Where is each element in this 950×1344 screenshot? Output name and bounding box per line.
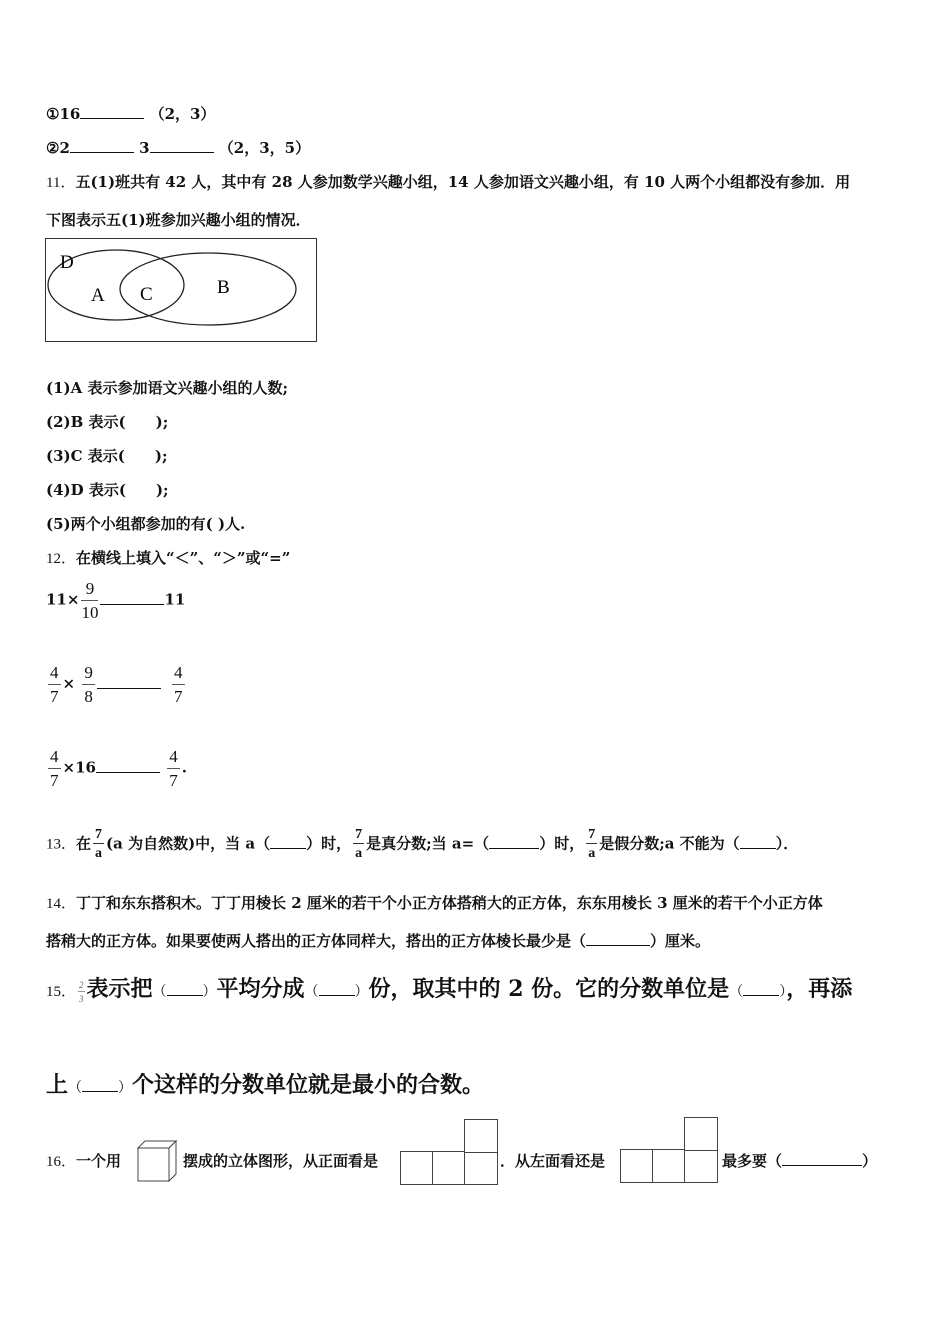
blank <box>586 944 650 946</box>
question-16-line: 16．一个用 <box>46 1152 122 1170</box>
venn-svg <box>46 239 316 341</box>
fraction: $\frac{9}{8}$ <box>84 663 93 706</box>
grid-cell <box>464 1151 498 1185</box>
venn-label-c: C <box>140 284 153 305</box>
question-text: 五(1)班共有 42 人，其中有 28 人参加数学兴趣小组，14 人参加语文兴趣小组，有 10 人两个小组都没有参加．用 <box>75 173 851 191</box>
question-14-line-1 <box>46 892 823 913</box>
q12-row-1: 11× $\frac{9}{10}$ 11 <box>46 579 186 622</box>
question-13-line: 13．在 $\frac{7}{a}$ (a 为自然数)中，当 a（ ）时， $\frac{7}{a}$ 是真分数;当 a=（ ）时， $\frac{7}{a}$ 是假分数;a 不能为（ ）． <box>46 827 799 861</box>
fraction: $\frac{7}{a}$ <box>588 827 596 861</box>
q16-text-2: 摆成的立体图形，从正面看是 <box>183 1152 379 1170</box>
blank <box>319 994 355 996</box>
blank <box>100 603 164 605</box>
question-15-line-2: 上（ ）个这样的分数单位就是最小的合数。 <box>46 1072 485 1098</box>
blank <box>96 771 160 773</box>
blank <box>150 151 214 153</box>
venn-label-a: A <box>91 285 105 306</box>
answer-2-prefix: ②2 <box>46 139 70 157</box>
fraction: $\frac{4}{7}$ <box>174 663 183 706</box>
question-text: 在横线上填入“＜”、“＞”或“=” <box>76 549 291 567</box>
question-number: 12． <box>46 551 77 567</box>
question-number: 11． <box>46 175 76 191</box>
grid-cell <box>620 1149 654 1183</box>
blank <box>743 994 779 996</box>
venn-diagram <box>45 238 317 342</box>
fraction: $\frac{4}{7}$ <box>50 747 59 790</box>
cube-icon <box>135 1138 179 1184</box>
answer-2-mid: 3 <box>139 139 150 157</box>
q11-item-5: (5)两个小组都参加的有( )人. <box>46 515 246 533</box>
fraction: $\frac{4}{7}$ <box>50 663 59 706</box>
blank <box>82 1090 118 1092</box>
answer-1-options: （2，3） <box>149 105 216 123</box>
q12-row-2: $\frac{4}{7}$ × $\frac{9}{8}$ $\frac{4}{7}$ <box>50 663 183 706</box>
answer-line-2 <box>46 137 310 158</box>
blank <box>270 847 306 849</box>
venn-label-d: D <box>60 252 74 273</box>
blank <box>489 847 539 849</box>
blank <box>167 994 203 996</box>
fraction: $\frac{7}{a}$ <box>355 827 363 861</box>
question-text: 丁丁和东东搭积木。丁丁用棱长 2 厘米的若干个小正方体搭稍大的正方体，东东用棱长 3 厘米的若干个小正方体 <box>76 894 823 912</box>
answer-2-options: （2，3，5） <box>218 139 311 157</box>
grid-cell <box>432 1151 466 1185</box>
question-15-line-1: 15． $\frac{2}{3}$ 表示把（ ）平均分成（ ）份，取其中的 2 份。它的分数单位是（ ），再添 <box>46 976 853 1004</box>
question-number: 15． <box>46 984 77 1000</box>
question-text: 下图表示五(1)班参加兴趣小组的情况． <box>46 211 311 229</box>
q16-text-3: ．从左面看还是 <box>500 1152 606 1170</box>
blank <box>70 151 134 153</box>
question-number: 14． <box>46 896 77 912</box>
question-12-line <box>46 547 290 568</box>
answer-1-prefix: ①16 <box>46 105 81 123</box>
grid-cell <box>464 1119 498 1153</box>
q11-item-1: (1)A 表示参加语文兴趣小组的人数; <box>46 379 289 397</box>
grid-cell <box>652 1149 686 1183</box>
question-11-line-1 <box>46 171 850 192</box>
answer-line-1 <box>46 103 215 124</box>
question-number: 13． <box>46 836 77 853</box>
q11-item-2: (2)B 表示( ); <box>46 413 169 431</box>
question-11-line-2 <box>46 209 311 230</box>
blank <box>97 687 161 689</box>
fraction: $\frac{9}{10}$ <box>81 579 99 622</box>
grid-cell <box>684 1117 718 1151</box>
question-14-line-2: 搭稍大的正方体。如果要使两人搭出的正方体同样大，搭出的正方体棱长最少是（ ）厘米。 <box>46 932 711 950</box>
question-number: 16． <box>46 1154 77 1170</box>
fraction: $\frac{7}{a}$ <box>95 827 103 861</box>
grid-cell <box>684 1149 718 1183</box>
q11-item-3: (3)C 表示( ); <box>46 447 168 465</box>
q12-row-3: $\frac{4}{7}$ ×16 $\frac{4}{7}$ . <box>50 747 187 790</box>
fraction: $\frac{4}{7}$ <box>169 747 178 790</box>
venn-label-b: B <box>217 277 230 298</box>
q16-text-4: 最多要（ ） <box>722 1152 878 1170</box>
blank <box>782 1164 862 1166</box>
blank <box>740 847 776 849</box>
blank <box>80 117 144 119</box>
q11-item-4: (4)D 表示( ); <box>46 481 169 499</box>
grid-cell <box>400 1151 434 1185</box>
fraction: $\frac{2}{3}$ <box>79 979 84 1004</box>
